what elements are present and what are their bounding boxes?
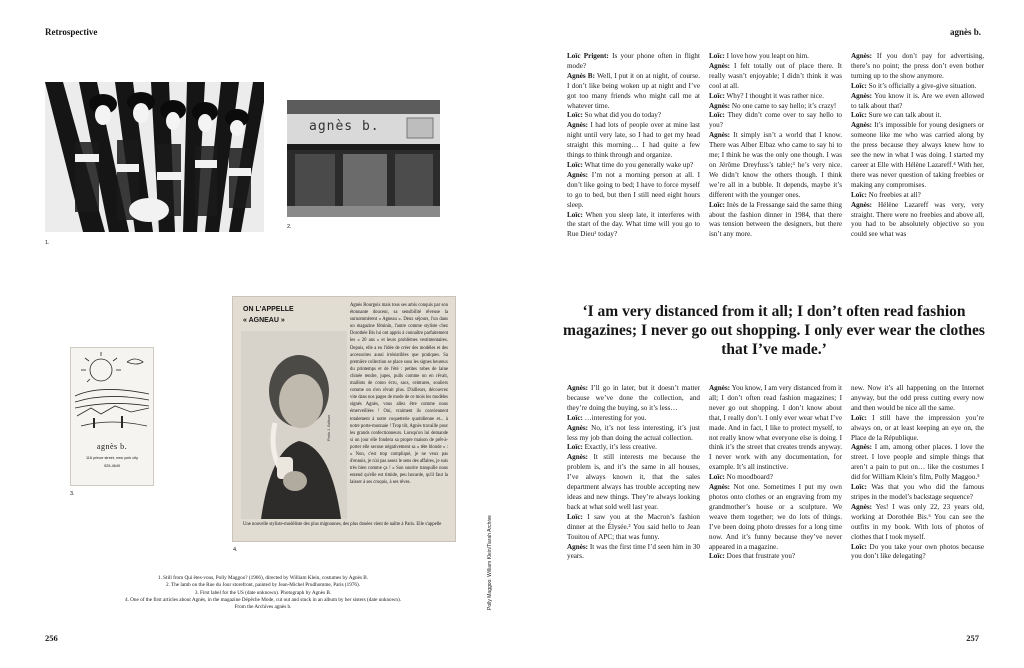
figure-3-number: 3. xyxy=(70,491,75,497)
speaker-name: Loïc: xyxy=(709,473,725,482)
sun-landscape-drawing xyxy=(71,348,153,436)
speaker-name: Loïc Prigent: xyxy=(567,52,609,60)
speech-text: Yes! I was only 22, 23 years old, working at Dorothée Bis.⁶ You can see the outfits in my book. With lots of photos of clothes that I took myself. xyxy=(851,502,984,541)
speaker-name: Agnès: xyxy=(851,443,873,452)
clipping-body-bottom: Une nouvelle styliste-modéliste des plus mignonnes, des plus douées vient de naître à Paris. Elle s'appelle xyxy=(243,522,442,527)
interview-column-top-3 xyxy=(851,52,984,240)
interview-paragraph xyxy=(567,72,700,112)
speaker-name: Loïc: xyxy=(567,443,583,452)
interview-paragraph xyxy=(851,384,984,414)
interview-paragraph xyxy=(567,171,700,211)
label-card-address: 116 prince street, new york city xyxy=(85,456,139,460)
clipping-portrait-photo xyxy=(241,331,347,519)
interview-column-bottom-2 xyxy=(709,384,842,562)
speech-text: I had lots of people over at mine last night until very late, so I had to get my head straight this morning… I had quite a few things to think through and organize. xyxy=(567,121,700,160)
interview-paragraph xyxy=(851,443,984,483)
speech-text: No, it’s not less interesting, it’s just less my job than doing the actual collection. xyxy=(567,423,700,442)
speaker-name: Agnès: xyxy=(851,121,873,130)
speaker-name: Loïc: xyxy=(709,52,725,60)
speaker-name: Agnès: xyxy=(567,542,589,551)
speaker-name: Loïc: xyxy=(851,190,867,199)
vertical-photo-credit: Polly Maggoo: William Klein/Tiarah Archive xyxy=(487,515,493,610)
interview-paragraph xyxy=(851,82,984,92)
interview-paragraph xyxy=(709,384,842,473)
interview-paragraph xyxy=(567,161,700,171)
speaker-name: Agnès: xyxy=(709,101,731,110)
clipping-photo-credit: Photo J. Sullivan xyxy=(327,414,331,441)
interview-paragraph xyxy=(851,191,984,201)
speech-text: Why? I thought it was rather nice. xyxy=(724,91,824,100)
interview-paragraph xyxy=(567,211,700,241)
speaker-name: Agnès: xyxy=(851,91,873,100)
speech-text: It still interests me because the problem is, and it’s the same in all houses, I’ve always known it, that the sales department always has trouble accepting new ideas and new things. They’re always looking back at what sold well last year. xyxy=(567,453,700,511)
speaker-name: Loïc: xyxy=(567,210,583,219)
speaker-name: Loïc: xyxy=(851,483,867,492)
running-head-left: Retrospective xyxy=(45,27,98,37)
speech-text: It’s impossible for young designers or someone like me who was carried along by the press because they always knew how to see the new in what I was doing. I started my career at Elle with Hélène Lazareff.⁴ With her, there was never question of taking freebies or making any compromises. xyxy=(851,121,984,189)
caption-2: 2. The lamb on the Rue du Jour storefront, painted by Jean-Michel Prudhomme, Paris (1976). xyxy=(165,582,361,589)
interview-paragraph xyxy=(709,483,842,552)
interview-paragraph xyxy=(851,92,984,112)
speech-text: So it’s officially a give-give situation. xyxy=(866,81,977,90)
speech-text: No one came to say hello; it’s crazy! xyxy=(730,101,837,110)
interview-paragraph xyxy=(567,443,700,453)
speech-text: You know it is. Are we even allowed to talk about that? xyxy=(851,91,984,110)
figure-2-photo xyxy=(287,100,440,217)
speech-text: It was the first time I’d seen him in 30 years. xyxy=(567,542,700,561)
speaker-name: Agnès: xyxy=(567,384,589,392)
speech-text: Does that frustrate you? xyxy=(724,552,796,561)
speech-text: So what did you do today? xyxy=(582,111,662,120)
speech-text: You know, I am very distanced from it all; I don’t often read fashion magazines; I never go out shopping. I don’t know about that, I really don’t. I only ever wear what I’ve made. And in fact, I like to protect myself, to not really know what everyone else is doing. I think it’s the street that creates trends anyway. I never work with any documentation, for example. It’s all instinctive. xyxy=(709,384,842,472)
interview-paragraph xyxy=(709,552,842,562)
speech-text: Sure we can talk about it. xyxy=(866,111,942,120)
interview-paragraph xyxy=(567,414,700,424)
caption-1: 1. Still from Qui êtes-vous, Polly Maggoo? (1966), directed by William Klein, costumes by Agnès B. xyxy=(157,575,369,581)
speech-text: Hélène Lazareff was very, very straight. There were no freebies and above all, you had to be absolutely objective so you could see what was xyxy=(851,200,984,239)
speech-text: I saw you at the Macron’s fashion dinner at the Élysée.² You said hello to Jean Touitou of APC; that was funny. xyxy=(567,512,700,541)
speaker-name: Loïc: xyxy=(567,160,583,169)
interview-column-top-2 xyxy=(709,52,842,240)
speech-text: I felt totally out of place there. It really wasn’t enjoyable; I didn’t think it was cool at all. xyxy=(709,61,842,90)
interview-paragraph xyxy=(709,473,842,483)
figure-3-label-card xyxy=(70,347,154,486)
interview-paragraph xyxy=(567,384,700,414)
clipping-title-line-2: « AGNEAU » xyxy=(243,317,285,324)
speaker-name: Agnès: xyxy=(567,423,589,432)
figure-1-number: 1. xyxy=(45,240,50,246)
speaker-name: Agnès B: xyxy=(567,71,595,80)
figure-captions xyxy=(122,575,404,611)
speaker-name: Agnès: xyxy=(709,483,731,492)
caption-3: 3. First label for the US (date unknown). Photograph by Agnès B. xyxy=(194,589,332,596)
speaker-name: Agnès: xyxy=(851,200,873,209)
page-number-right: 257 xyxy=(966,633,979,643)
interview-paragraph xyxy=(709,131,842,200)
speech-text: …interesting for you. xyxy=(582,413,647,422)
interview-paragraph xyxy=(851,414,984,444)
interview-paragraph xyxy=(851,543,984,563)
label-card-phone: 925-4649 xyxy=(103,464,121,468)
speech-text: Not one. Sometimes I put my own photos onto clothes or an engraving from my grandmother’s house or a sculpture. We weave them together; we do lots of things. I’ve been doing photo dresses for a long time now. And it’s funny because they’ve never appeared in a magazine. xyxy=(709,483,842,551)
speech-text: Inès de la Fressange said the same thing about the fashion dinner in 1984, that there was tension between the designers, but there isn’t any more. xyxy=(709,200,842,239)
storefront-sign-text: agnès b. xyxy=(309,119,380,134)
speech-text: If you don’t pay for advertising, there’s no point; the press don’t even bother turning up to the show anymore. xyxy=(851,52,984,80)
speaker-name: Agnès: xyxy=(851,502,873,511)
interview-paragraph xyxy=(709,102,842,112)
speech-text: No moodboard? xyxy=(724,473,773,482)
page-number-left: 256 xyxy=(45,633,58,643)
speech-text: Do you take your own photos because you don’t like delegating? xyxy=(851,542,984,561)
speech-text: Exactly, it’s less creative. xyxy=(582,443,657,452)
figure-4-number: 4. xyxy=(233,547,238,553)
storefront-image xyxy=(287,100,440,217)
speaker-name: Agnès: xyxy=(709,131,731,140)
woman-on-phone-image xyxy=(241,331,347,519)
figure-2-number: 2. xyxy=(287,224,292,230)
interview-paragraph xyxy=(851,503,984,543)
interview-column-top-1 xyxy=(567,52,700,240)
striped-backdrop-image xyxy=(45,82,264,232)
speaker-name: Agnès: xyxy=(567,170,589,179)
speech-text: new. Now it’s all happening on the Internet anyway, but the odd press cutting every now and then would be nice all the same. xyxy=(851,384,984,412)
speaker-name: Loïc: xyxy=(567,512,583,521)
speech-text: I still have the impression you’re always on, or at least keeping an eye on, the Place de la République. xyxy=(851,413,984,442)
speech-text: I love how you leapt on him. xyxy=(724,52,809,60)
interview-paragraph xyxy=(709,201,842,241)
speaker-name: Loïc: xyxy=(851,542,867,551)
interview-paragraph xyxy=(567,543,700,563)
speaker-name: Loïc: xyxy=(709,111,725,120)
clipping-body-top: Agnès Bourgois mais tous ses amis conquis par son étonnante douceur, sa sensibilité rêveuse la surnommèrent « Agneau ». Deux séjours, l'un dans un magazine féminin, l'autre comme styliste chez Dorothée Bis lui ont appris à connaître parfaitement les « 20 ans » et leurs problèmes vestimentaires. Depuis, elle a eu l'idée de créer des modèles et des accessoires aussi irrésistibles que pratiques. Sa première collection se place sous les signes heureux du printemps et de l'été : petites robes de laine chinée tendre, jupes, pulls comme on en rêvait, maillots de coton écru, sacs, ceintures, souliers comme on n'en rêvait plus. D'ailleurs, découvrez vite dans nos pages de mode de ce mois les modèles signés Agnès, vous allez être comme nous émerveillées ! Oui, vraiment ils conviennent totalement à notre coquetterie quotidienne et... à notre porte-monnaie ! Trop tôt, Agnès travaille pour les grands confectionneurs. Lorsqu'on lui demande si un jour elle fondera sa propre maison de prêt-à-porter elle secoue négativement sa « tête blonde » : « Non, c'est trop compliqué, je ne veux pas d'ennuis, je n'ai pas assez le sens des affaires, je suis très bien comme ça ! » Son sourire tranquille nous entend qu'elle est timide, peu bavarde, qu'il faut la laisser à ses croquis, à ses rêves. xyxy=(350,303,448,486)
interview-paragraph xyxy=(567,111,700,121)
label-card-brand: agnès b. xyxy=(96,442,128,451)
interview-paragraph xyxy=(851,121,984,190)
speech-text: Well, I put it on at night, of course. I don’t like being woken up at night and I’ve got too many friends who might call me at whatever time. xyxy=(567,71,700,110)
interview-paragraph xyxy=(851,483,984,503)
speaker-name: Agnès: xyxy=(567,121,589,130)
interview-paragraph xyxy=(709,52,842,62)
interview-paragraph xyxy=(851,52,984,82)
speech-text: When you sleep late, it interferes with the start of the day. What time will you go to Rue Dieu¹ today? xyxy=(567,210,700,239)
running-head-right: agnès b. xyxy=(949,27,981,37)
interview-paragraph xyxy=(567,453,700,512)
interview-paragraph xyxy=(709,111,842,131)
interview-paragraph xyxy=(567,52,700,72)
speaker-name: Loïc: xyxy=(709,200,725,209)
speaker-name: Agnès: xyxy=(851,52,873,60)
speaker-name: Loïc: xyxy=(709,552,725,561)
speech-text: What time do you generally wake up? xyxy=(582,160,694,169)
speaker-name: Agnès: xyxy=(567,453,589,462)
speech-text: Is your phone often in flight mode? xyxy=(567,52,700,70)
speech-text: Was that you who did the famous stripes in the model’s backstage sequence? xyxy=(851,483,984,501)
clipping-title-line-1: ON L'APPELLE xyxy=(243,306,294,313)
speech-text: They didn’t come over to say hello to you? xyxy=(709,111,842,130)
pull-quote: ‘I am very distanced from it all; I don’t often read fashion magazines; I never go out shopping. I only ever wear the clothes that I’ve made.’ xyxy=(563,303,985,358)
interview-paragraph xyxy=(851,201,984,241)
speech-text: I am, among other places. I love the street. I love people and simple things that aren’t a pain to put on… like the costumes I did for William Klein’s film, Polly Maggoo.⁵ xyxy=(851,443,984,482)
interview-paragraph xyxy=(567,424,700,444)
speech-text: I’m not a morning person at all. I don’t like going to bed; I have to force myself to go to bed, but then I still need eight hours sleep. xyxy=(567,170,700,209)
caption-4: 4. One of the first articles about Agnès, in the magazine Dépêche Mode, cut out and stuck in an album by her sisters (date unknown). From the Archives agnès b. xyxy=(124,596,401,611)
speaker-name: Agnès: xyxy=(709,61,731,70)
speech-text: It simply isn’t a world that I know. There was Alber Elbaz who came to say hi to me; I think he was the only one though. I was on Jérôme Dreyfuss’s table;³ he’s very nice. We didn’t know the others though. I think we’re all in a bubble. It depends, maybe it’s different with the younger ones. xyxy=(709,131,842,199)
speaker-name: Loïc: xyxy=(851,413,867,422)
speaker-name: Loïc: xyxy=(709,91,725,100)
speaker-name: Loïc: xyxy=(567,111,583,120)
speech-text: No freebies at all? xyxy=(866,190,921,199)
interview-paragraph xyxy=(709,92,842,102)
interview-paragraph xyxy=(567,121,700,161)
figure-4-clipping xyxy=(233,297,455,541)
speaker-name: Loïc: xyxy=(567,413,583,422)
speaker-name: Loïc: xyxy=(851,81,867,90)
figure-1-photo xyxy=(45,82,264,232)
interview-paragraph xyxy=(851,111,984,121)
interview-column-bottom-3 xyxy=(851,384,984,562)
speaker-name: Agnès: xyxy=(709,384,731,392)
interview-paragraph xyxy=(709,62,842,92)
interview-column-bottom-1 xyxy=(567,384,700,562)
speaker-name: Loïc: xyxy=(851,111,867,120)
interview-paragraph xyxy=(567,513,700,543)
speech-text: I’ll go in later, but it doesn’t matter because we’ve done the collection, and they’re doing the buying, so it’s less… xyxy=(567,384,700,412)
